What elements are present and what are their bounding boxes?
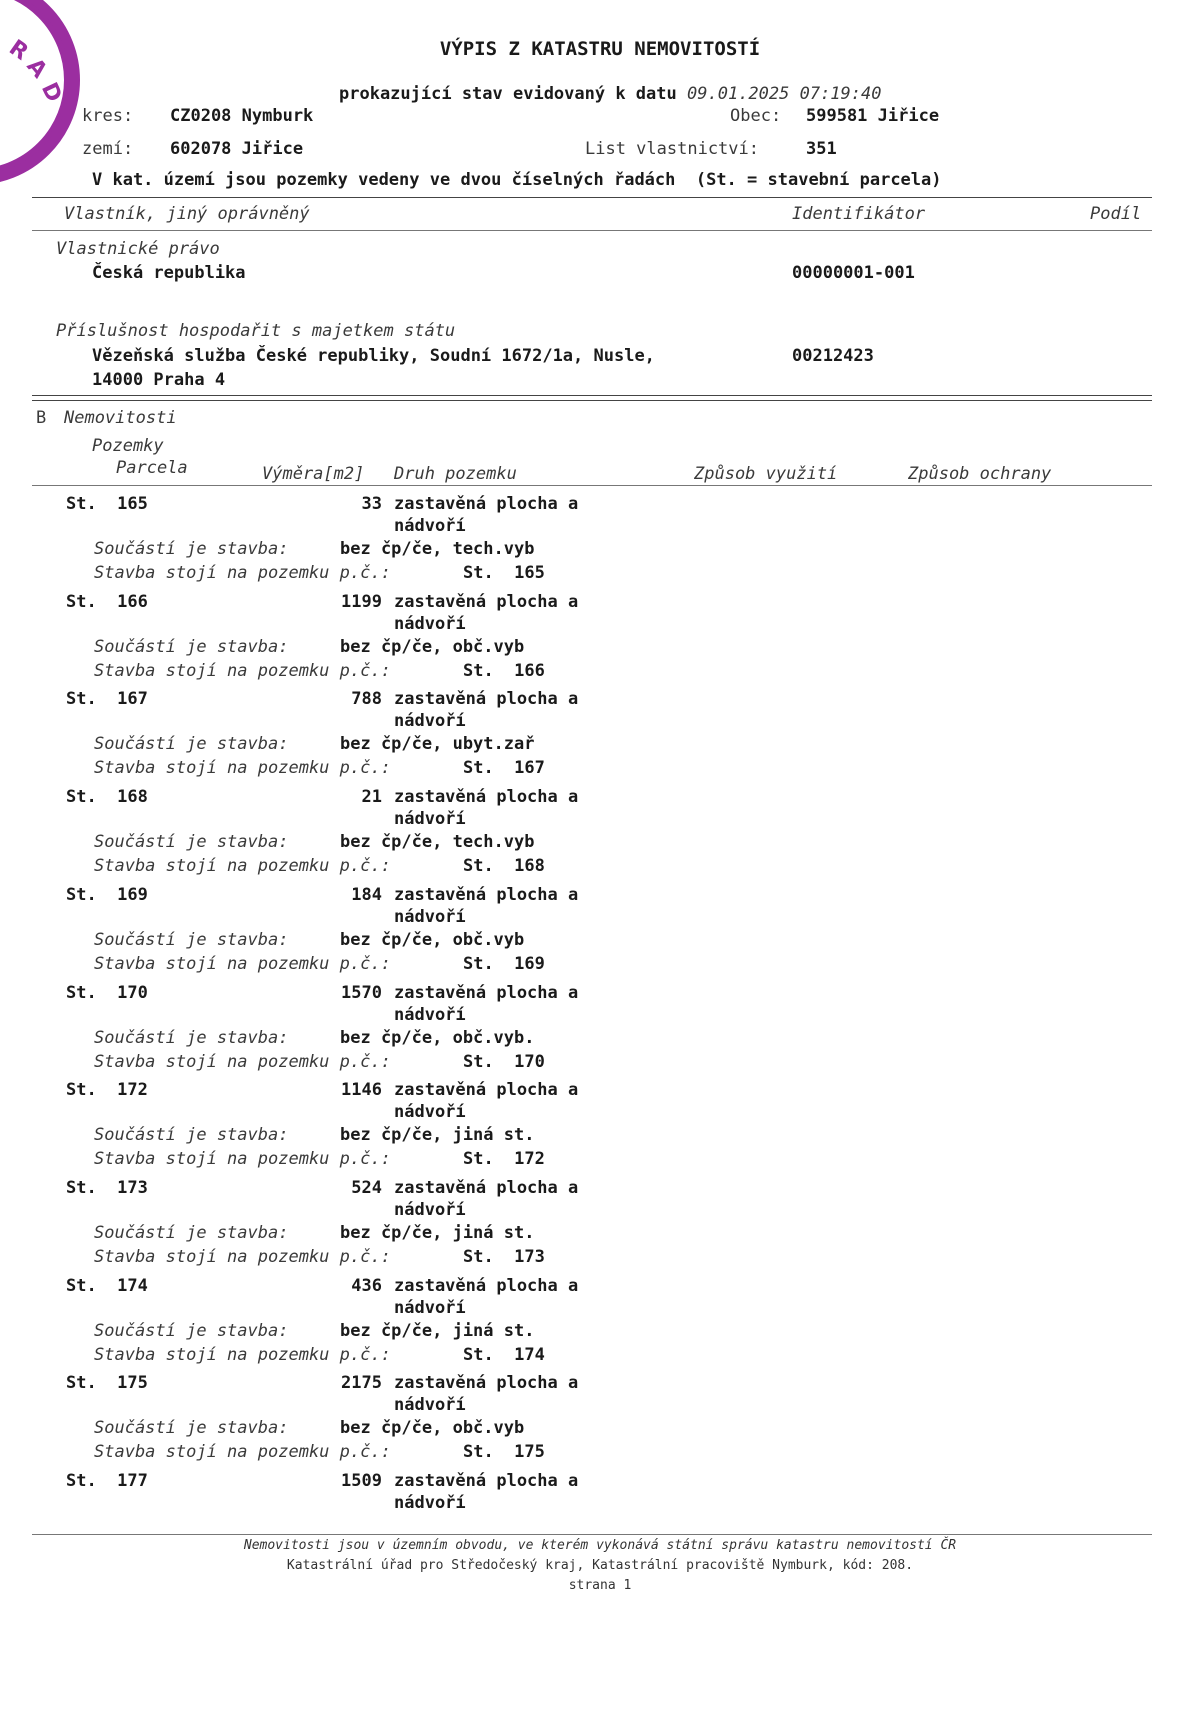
footer-page: strana 1 xyxy=(568,1578,632,1593)
building-part-label: Součástí je stavba: xyxy=(94,539,289,559)
parcel-kind-line-1: zastavěná plocha a xyxy=(394,591,579,612)
stands-on-label: Stavba stojí na pozemku p.č.: xyxy=(94,1246,391,1267)
building-part-label: Součástí je stavba: xyxy=(94,734,289,755)
section-b-letter: B xyxy=(36,408,47,428)
parcel-area: 33 xyxy=(361,494,382,514)
list-label: List vlastnictví: xyxy=(585,139,759,159)
building-part-value: bez čp/če, obč.vyb. xyxy=(340,1027,535,1048)
parcel-kind-line-1: zastavěná plocha a xyxy=(394,1373,579,1394)
stands-on-label: Stavba stojí na pozemku p.č.: xyxy=(94,1442,391,1463)
parcel-area: 436 xyxy=(351,1275,382,1296)
parcel-area: 21 xyxy=(361,787,382,808)
parcel-number: St. 175 xyxy=(66,1373,148,1394)
col-id-header: Identifikátor xyxy=(792,204,926,224)
right-type: Vlastnické právo xyxy=(56,239,220,259)
manager-identifier: 00212423 xyxy=(792,346,874,366)
parcel-kind-line-1: zastavěná plocha a xyxy=(394,787,579,808)
building-part-label: Součástí je stavba: xyxy=(94,832,289,853)
stands-on-value: St. 167 xyxy=(463,758,545,779)
parcel-kind-line-2: nádvoří xyxy=(394,613,466,634)
parcel-kind-line-1: zastavěná plocha a xyxy=(394,1080,579,1101)
parcel-kind-line-1: zastavěná plocha a xyxy=(394,1275,579,1296)
subtitle-label: prokazující stav evidovaný k datu xyxy=(339,84,677,104)
parcel-area: 1199 xyxy=(341,591,382,612)
rule-section-b-2 xyxy=(32,400,1152,401)
stands-on-label: Stavba stojí na pozemku p.č.: xyxy=(94,563,391,583)
uzemi-value: 602078 Jiřice xyxy=(170,139,304,159)
rule-footer xyxy=(32,1534,1152,1535)
parcel-number: St. 165 xyxy=(66,494,148,514)
building-part-label: Součástí je stavba: xyxy=(94,1027,289,1048)
building-part-value: bez čp/če, obč.vyb xyxy=(340,929,525,950)
parcel-number: St. 169 xyxy=(66,884,148,905)
document-title: VÝPIS Z KATASTRU NEMOVITOSTÍ xyxy=(439,38,761,60)
stands-on-label: Stavba stojí na pozemku p.č.: xyxy=(94,758,391,779)
building-part-value: bez čp/če, tech.vyb xyxy=(340,832,535,853)
parcel-kind-line-2: nádvoří xyxy=(394,809,466,830)
parcel-kind-line-2: nádvoří xyxy=(394,1493,466,1513)
parcel-area: 2175 xyxy=(341,1373,382,1394)
building-part-label: Součástí je stavba: xyxy=(94,1418,289,1439)
stands-on-value: St. 169 xyxy=(463,953,545,974)
uzemi-label: zemí: xyxy=(82,139,134,159)
stands-on-value: St. 168 xyxy=(463,856,545,877)
stamp-letter-r: R xyxy=(4,35,33,66)
col-share-header: Podíl xyxy=(1090,204,1142,224)
parcel-number: St. 172 xyxy=(66,1080,148,1101)
parcel-kind-line-2: nádvoří xyxy=(394,1395,466,1416)
parcel-series-note: V kat. území jsou pozemky vedeny ve dvou číselných řadách (St. = stavební parcela) xyxy=(92,170,942,190)
parcel-number: St. 174 xyxy=(66,1275,148,1296)
parcel-area: 524 xyxy=(351,1177,382,1198)
stands-on-label: Stavba stojí na pozemku p.č.: xyxy=(94,1051,391,1072)
col-kind-header: Druh pozemku xyxy=(394,464,517,484)
parcel-kind-line-2: nádvoří xyxy=(394,1102,466,1123)
building-part-label: Součástí je stavba: xyxy=(94,1125,289,1146)
building-part-label: Součástí je stavba: xyxy=(94,929,289,950)
owner-identifier: 00000001-001 xyxy=(792,263,915,283)
document-subtitle xyxy=(0,64,1200,107)
building-part-label: Součástí je stavba: xyxy=(94,1222,289,1243)
parcel-kind-line-1: zastavěná plocha a xyxy=(394,982,579,1003)
parcel-number: St. 177 xyxy=(66,1471,148,1491)
parcel-number: St. 170 xyxy=(66,982,148,1003)
stands-on-label: Stavba stojí na pozemku p.č.: xyxy=(94,1344,391,1365)
parcel-kind-line-2: nádvoří xyxy=(394,906,466,927)
parcel-kind-line-2: nádvoří xyxy=(394,1004,466,1025)
obec-value: 599581 Jiřice xyxy=(806,106,940,126)
obec-label: Obec: xyxy=(730,106,782,126)
parcel-kind-line-2: nádvoří xyxy=(394,1199,466,1220)
rule-top-owners xyxy=(32,197,1152,198)
section-b-subtitle: Pozemky xyxy=(92,436,164,456)
parcel-area: 788 xyxy=(351,689,382,710)
stands-on-value: St. 173 xyxy=(463,1246,545,1267)
building-part-value: bez čp/če, obč.vyb xyxy=(340,1418,525,1439)
management-label: Příslušnost hospodařit s majetkem státu xyxy=(56,321,456,341)
parcel-area: 1146 xyxy=(341,1080,382,1101)
parcel-area: 1509 xyxy=(341,1471,382,1491)
parcel-kind-line-1: zastavěná plocha a xyxy=(394,1471,579,1491)
parcel-kind-line-1: zastavěná plocha a xyxy=(394,884,579,905)
rule-parcels-header xyxy=(32,485,1152,486)
parcel-number: St. 168 xyxy=(66,787,148,808)
stands-on-label: Stavba stojí na pozemku p.č.: xyxy=(94,1149,391,1170)
section-b-title: Nemovitosti xyxy=(64,408,177,428)
building-part-value: bez čp/če, obč.vyb xyxy=(340,636,525,657)
footer-line-1: Nemovitosti jsou v územním obvodu, ve kterém vykonává státní správu katastru nemovitostí ČR xyxy=(243,1538,957,1553)
manager-line-1: Vězeňská služba České republiky, Soudní 1672/1a, Nusle, xyxy=(92,346,655,366)
parcel-kind-line-2: nádvoří xyxy=(394,1297,466,1318)
manager-line-2: 14000 Praha 4 xyxy=(92,370,226,390)
rule-owners-header xyxy=(32,230,1152,231)
stands-on-value: St. 172 xyxy=(463,1149,545,1170)
stands-on-value: St. 174 xyxy=(463,1344,545,1365)
building-part-value: bez čp/če, ubyt.zař xyxy=(340,734,535,755)
col-area-header: Výměra[m2] xyxy=(262,464,365,484)
parcel-area: 1570 xyxy=(341,982,382,1003)
building-part-value: bez čp/če, jiná st. xyxy=(340,1222,535,1243)
parcel-number: St. 166 xyxy=(66,591,148,612)
owner-name: Česká republika xyxy=(92,263,246,283)
list-value: 351 xyxy=(806,139,837,159)
stands-on-value: St. 165 xyxy=(463,563,545,583)
col-parcel-header: Parcela xyxy=(116,458,188,478)
building-part-value: bez čp/če, jiná st. xyxy=(340,1125,535,1146)
rule-section-b-1 xyxy=(32,395,1152,396)
stands-on-label: Stavba stojí na pozemku p.č.: xyxy=(94,856,391,877)
stands-on-value: St. 166 xyxy=(463,660,545,681)
parcel-kind-line-1: zastavěná plocha a xyxy=(394,494,579,514)
col-protection-header: Způsob ochrany xyxy=(908,464,1052,484)
parcel-kind-line-1: zastavěná plocha a xyxy=(394,689,579,710)
parcel-number: St. 173 xyxy=(66,1177,148,1198)
parcel-number: St. 167 xyxy=(66,689,148,710)
stands-on-label: Stavba stojí na pozemku p.č.: xyxy=(94,660,391,681)
parcel-kind-line-2: nádvoří xyxy=(394,516,466,536)
stands-on-label: Stavba stojí na pozemku p.č.: xyxy=(94,953,391,974)
col-owner-header: Vlastník, jiný oprávněný xyxy=(64,204,310,224)
building-part-label: Součástí je stavba: xyxy=(94,1320,289,1341)
stands-on-value: St. 170 xyxy=(463,1051,545,1072)
col-use-header: Způsob využití xyxy=(694,464,838,484)
parcel-kind-line-1: zastavěná plocha a xyxy=(394,1177,579,1198)
parcel-area: 184 xyxy=(351,884,382,905)
building-part-value: bez čp/če, jiná st. xyxy=(340,1320,535,1341)
stamp-letter-a: A xyxy=(21,53,52,84)
stands-on-value: St. 175 xyxy=(463,1442,545,1463)
subtitle-date: 09.01.2025 07:19:40 xyxy=(687,84,882,104)
footer-line-2: Katastrální úřad pro Středočeský kraj, Katastrální pracoviště Nymburk, kód: 208. xyxy=(286,1558,914,1573)
okres-label: kres: xyxy=(82,106,134,126)
parcel-kind-line-2: nádvoří xyxy=(394,711,466,732)
stamp-letter-d: D xyxy=(35,78,67,107)
building-part-value: bez čp/če, tech.vyb xyxy=(340,539,535,559)
okres-value: CZ0208 Nymburk xyxy=(170,106,314,126)
building-part-label: Součástí je stavba: xyxy=(94,636,289,657)
